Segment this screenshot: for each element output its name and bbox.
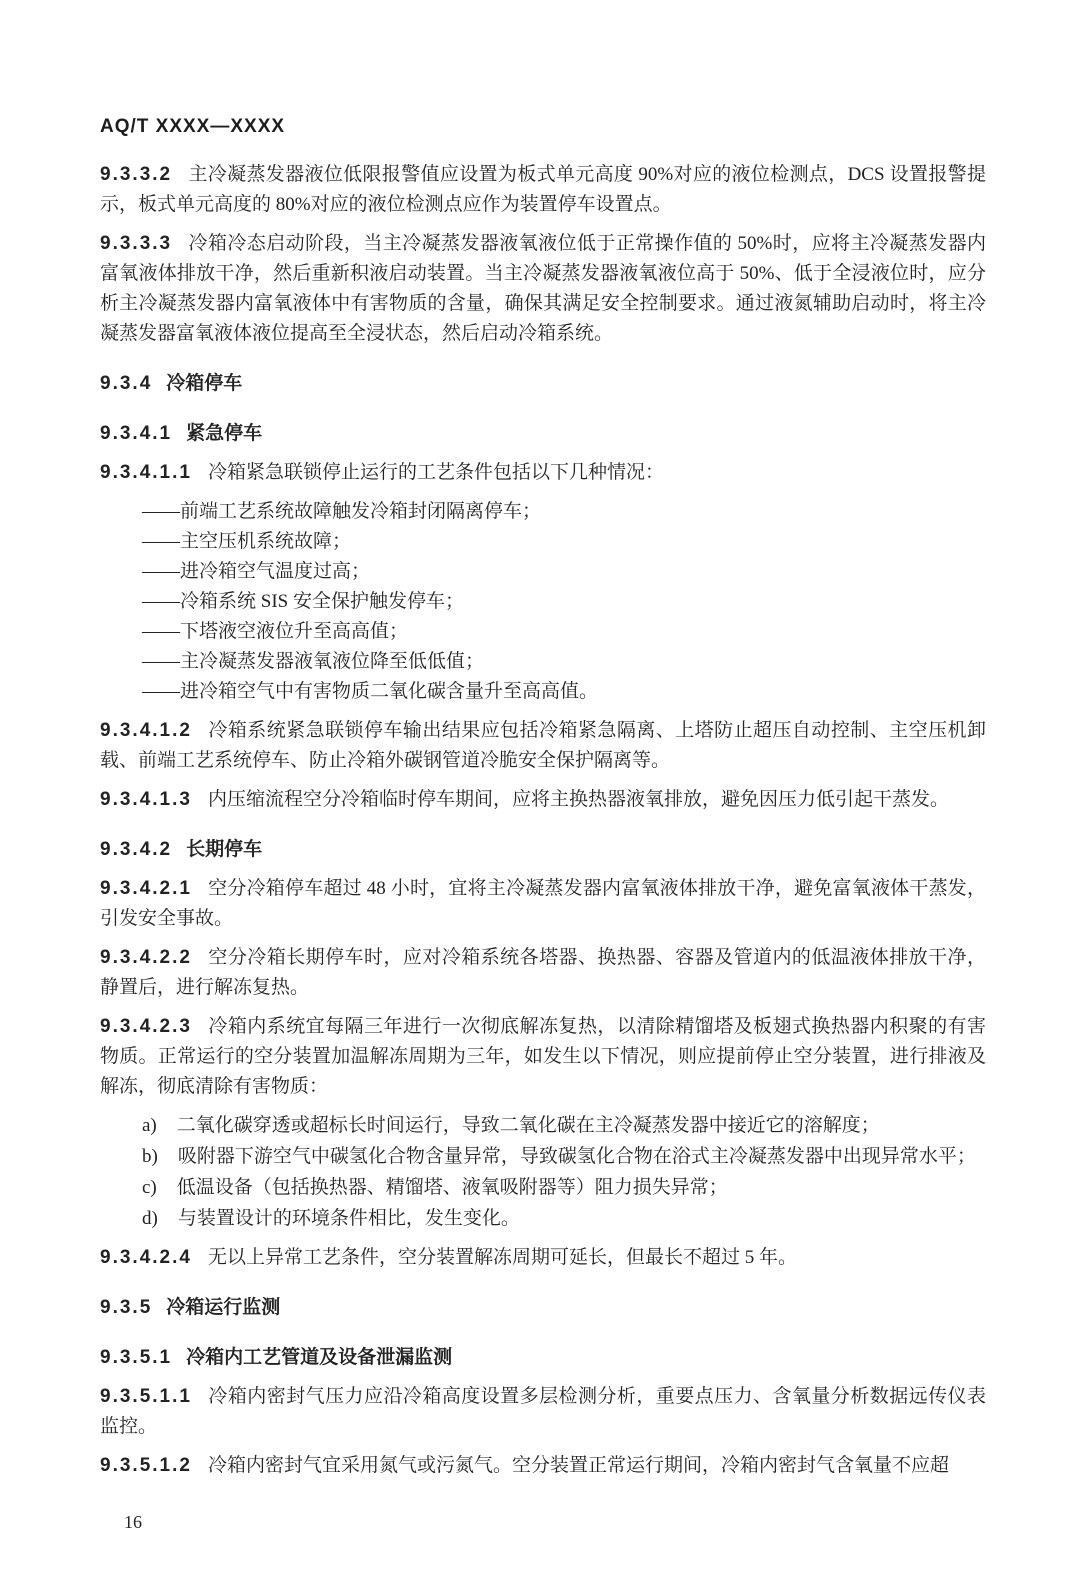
clause-text: 冷箱停车 xyxy=(166,373,243,394)
clause-paragraph xyxy=(100,1012,986,1102)
clause-text: 冷箱运行监测 xyxy=(166,1297,281,1318)
clause-text: 冷箱内工艺管道及设备泄漏监测 xyxy=(186,1347,453,1368)
dash-list-item xyxy=(100,497,986,527)
clause-paragraph xyxy=(100,1243,986,1273)
clause-text: ——进冷箱空气温度过高； xyxy=(142,561,371,582)
clause-text: ——前端工艺系统故障触发冷箱封闭隔离停车； xyxy=(142,501,542,522)
clause-text: 长期停车 xyxy=(186,839,263,860)
clause-number: 9.3.3.2 xyxy=(100,164,173,185)
clause-number: 9.3.3.3 xyxy=(100,233,173,254)
clause-text: 冷箱内密封气压力应沿冷箱高度设置多层检测分析，重要点压力、含氧量分析数据远传仪表监控。 xyxy=(100,1386,986,1437)
clause-number: 9.3.4 xyxy=(100,373,153,394)
clause-text: 与装置设计的环境条件相比，发生变化。 xyxy=(177,1208,520,1229)
subsection-heading xyxy=(100,419,986,449)
clause-text: 内压缩流程空分冷箱临时停车期间，应将主换热器液氧排放，避免因压力低引起干蒸发。 xyxy=(207,789,949,810)
clause-number: 9.3.5.1 xyxy=(100,1347,173,1368)
clause-text: 低温设备（包括换热器、精馏塔、液氧吸附器等）阻力损失异常； xyxy=(176,1177,728,1198)
section-heading xyxy=(100,369,986,399)
list-item-letter: b) xyxy=(142,1146,158,1167)
clause-text: ——主空压机系统故障； xyxy=(142,531,352,552)
list-item-letter: a) xyxy=(142,1115,157,1136)
clause-text: 吸附器下游空气中碳氢化合物含量异常，导致碳氢化合物在浴式主冷凝蒸发器中出现异常水平； xyxy=(177,1146,976,1167)
letter-list-item xyxy=(100,1204,986,1234)
clause-text: 二氧化碳穿透或超标长时间运行，导致二氧化碳在主冷凝蒸发器中接近它的溶解度； xyxy=(176,1115,880,1136)
letter-list-item xyxy=(100,1111,986,1141)
clause-text: 主冷凝蒸发器液位低限报警值应设置为板式单元高度 90%对应的液位检测点，DCS 设置报警提示，板式单元高度的 80%对应的液位检测点应作为装置停车设置点。 xyxy=(100,164,986,215)
clause-text: 冷箱系统紧急联锁停车输出结果应包括冷箱紧急隔离、上塔防止超压自动控制、主空压机卸载、前端工艺系统停车、防止冷箱外碳钢管道冷脆安全保护隔离等。 xyxy=(100,720,986,771)
subsection-heading xyxy=(100,1343,986,1373)
clause-number: 9.3.4.2.1 xyxy=(100,878,192,899)
clause-paragraph xyxy=(100,716,986,776)
clause-text: 紧急停车 xyxy=(186,423,263,444)
clause-paragraph xyxy=(100,874,986,934)
clause-number: 9.3.4.2.3 xyxy=(100,1016,192,1037)
clause-number: 9.3.5.1.1 xyxy=(100,1386,192,1407)
clause-paragraph xyxy=(100,943,986,1003)
letter-list-item xyxy=(100,1173,986,1203)
clause-number: 9.3.4.1.3 xyxy=(100,789,192,810)
clause-text: 无以上异常工艺条件，空分装置解冻周期可延长，但最长不超过 5 年。 xyxy=(207,1247,797,1268)
clause-text: ——下塔液空液位升至高高值； xyxy=(142,621,409,642)
clause-text: 冷箱冷态启动阶段，当主冷凝蒸发器液氧液位低于正常操作值的 50%时，应将主冷凝蒸发器内富氧液体排放干净，然后重新积液启动装置。当主冷凝蒸发器液氧液位高于 50%、低于全浸液位时，应分析主冷凝蒸发器内富氧液体中有害物质的含量，确保其满足安全控制要求。通过液氮辅助启动时，将主冷凝蒸发器富氧液体液位提高至全浸状态，然后启动冷箱系统。 xyxy=(100,233,986,344)
clause-number: 9.3.5 xyxy=(100,1297,153,1318)
clause-number: 9.3.4.1.2 xyxy=(100,720,192,741)
clause-paragraph xyxy=(100,229,986,349)
clause-text: 冷箱内密封气宜采用氮气或污氮气。空分装置正常运行期间，冷箱内密封气含氧量不应超 xyxy=(207,1455,949,1476)
clause-number: 9.3.4.2.4 xyxy=(100,1247,192,1268)
clause-text: 空分冷箱停车超过 48 小时，宜将主冷凝蒸发器内富氧液体排放干净，避免富氧液体干蒸发，引发安全事故。 xyxy=(100,878,986,929)
dash-list-item xyxy=(100,647,986,677)
letter-list-item xyxy=(100,1142,986,1172)
page-number: 16 xyxy=(124,1512,142,1532)
dash-list-item xyxy=(100,617,986,647)
dash-list-item xyxy=(100,557,986,587)
clause-paragraph xyxy=(100,785,986,815)
clause-paragraph xyxy=(100,1382,986,1442)
document-header: AQ/T XXXX—XXXX xyxy=(100,116,286,137)
clause-number: 9.3.5.1.2 xyxy=(100,1455,192,1476)
section-heading xyxy=(100,1293,986,1323)
clause-number: 9.3.4.1 xyxy=(100,423,173,444)
clause-text: 空分冷箱长期停车时，应对冷箱系统各塔器、换热器、容器及管道内的低温液体排放干净，静置后，进行解冻复热。 xyxy=(100,947,986,998)
clause-text: ——主冷凝蒸发器液氧液位降至低低值； xyxy=(142,651,485,672)
clause-paragraph xyxy=(100,160,986,220)
subsection-heading xyxy=(100,835,986,865)
clause-number: 9.3.4.2.2 xyxy=(100,947,192,968)
dash-list-item xyxy=(100,587,986,617)
dash-list-item xyxy=(100,527,986,557)
clause-text: ——进冷箱空气中有害物质二氧化碳含量升至高高值。 xyxy=(142,681,599,702)
list-item-letter: d) xyxy=(142,1208,158,1229)
clause-number: 9.3.4.1.1 xyxy=(100,462,192,483)
clause-text: 冷箱紧急联锁停止运行的工艺条件包括以下几种情况： xyxy=(207,462,664,483)
clause-number: 9.3.4.2 xyxy=(100,839,173,860)
clause-text: 冷箱内系统宜每隔三年进行一次彻底解冻复热，以清除精馏塔及板翅式换热器内积聚的有害物质。正常运行的空分装置加温解冻周期为三年，如发生以下情况，则应提前停止空分装置，进行排液及解冻，彻底清除有害物质： xyxy=(100,1016,986,1097)
clause-paragraph xyxy=(100,1451,986,1481)
clause-text: ——冷箱系统 SIS 安全保护触发停车； xyxy=(142,591,464,612)
list-item-letter: c) xyxy=(142,1177,157,1198)
dash-list-item xyxy=(100,677,986,707)
clause-paragraph xyxy=(100,458,986,488)
document-blocks xyxy=(100,160,986,1481)
